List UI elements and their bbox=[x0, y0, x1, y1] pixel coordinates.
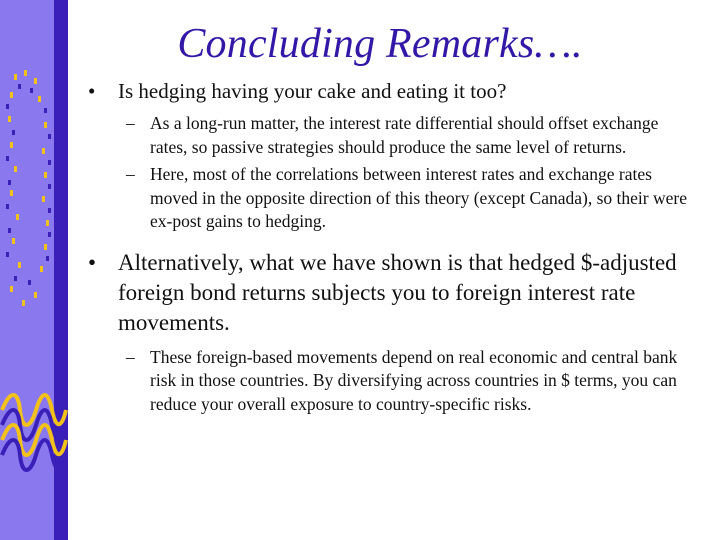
dash-marker: – bbox=[126, 164, 135, 184]
sub-bullet-text: These foreign-based movements depend on real economic and central bank risk in those countries. By diversifying across countries in $ terms, you can reduce your overall exposure to country-specific risks. bbox=[150, 346, 678, 414]
slide-content bbox=[88, 78, 688, 416]
sub-bullet-group bbox=[88, 346, 688, 417]
bullet-marker: • bbox=[88, 79, 96, 103]
sub-bullet-text: Here, most of the correlations between interest rates and exchange rates moved in the opposite direction of this theory (except Canada), so their were ex-post gains to hedging. bbox=[150, 164, 687, 231]
sub-bullet-foreign-movements bbox=[88, 346, 688, 417]
bullet-hedging-question bbox=[88, 78, 688, 104]
sub-bullet-group bbox=[88, 112, 688, 234]
sub-bullet-long-run bbox=[88, 112, 688, 159]
bullet-text: Is hedging having your cake and eating it too? bbox=[118, 79, 507, 103]
dash-marker: – bbox=[126, 346, 135, 367]
bullet-alternatively bbox=[88, 248, 688, 338]
bullet-marker: • bbox=[88, 249, 97, 275]
slide-title: Concluding Remarks…. bbox=[177, 21, 583, 67]
sub-bullet-correlations bbox=[88, 163, 688, 234]
bullet-text: Alternatively, what we have shown is that hedged $-adjusted foreign bond returns subjects you to foreign interest rate movements. bbox=[118, 249, 677, 335]
dash-marker: – bbox=[126, 113, 135, 133]
decorative-pattern bbox=[0, 0, 68, 540]
sub-bullet-text: As a long-run matter, the interest rate differential should offset exchange rates, so passive strategies should produce the same level of returns. bbox=[150, 113, 659, 157]
